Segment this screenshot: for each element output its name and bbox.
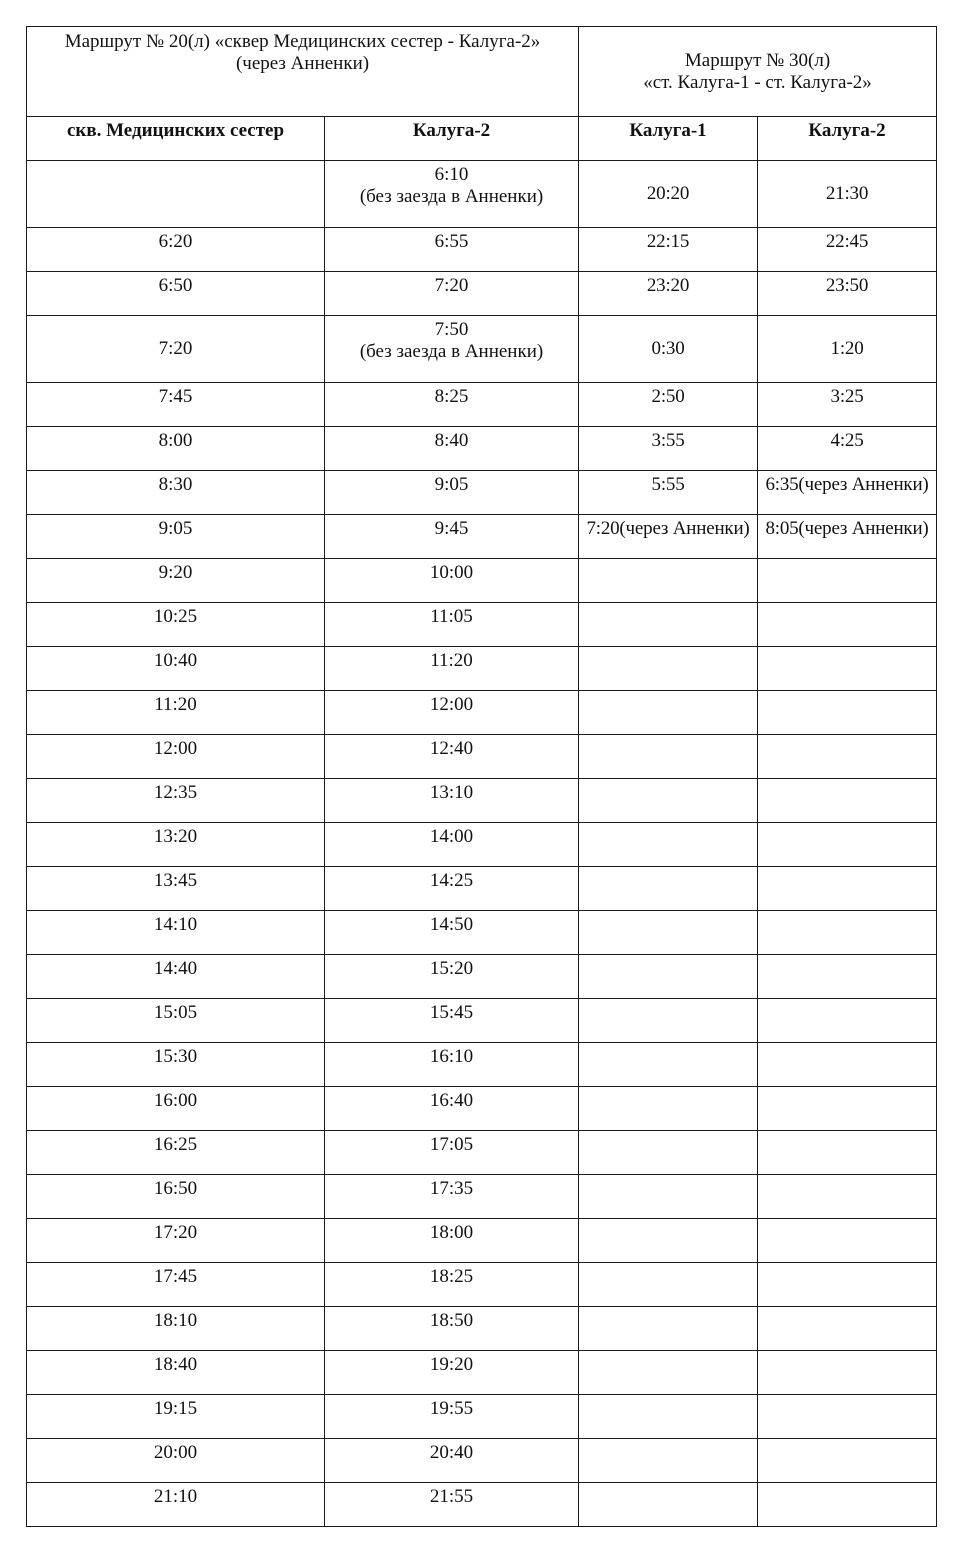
departure-kaluga2-r20 <box>325 1219 579 1263</box>
departure-kaluga2-r20 <box>325 1307 579 1351</box>
route-30-title-line1: Маршрут № 30(л) <box>684 49 831 71</box>
time-value: 9:45 <box>434 518 469 539</box>
departure-kaluga1 <box>579 559 758 603</box>
departure-kaluga2-r30 <box>758 1263 937 1307</box>
departure-kaluga2-r20 <box>325 1439 579 1483</box>
departure-kaluga1 <box>579 999 758 1043</box>
departure-kaluga1 <box>579 1483 758 1527</box>
table-row <box>27 559 937 603</box>
departure-kaluga2-r30 <box>758 1219 937 1263</box>
route-20-title-line1: Маршрут № 20(л) «сквер Медицинских сестер - Калуга-2» <box>64 31 541 52</box>
departure-kaluga2-r30 <box>758 955 937 999</box>
time-value: 16:40 <box>429 1090 474 1111</box>
table-row <box>27 735 937 779</box>
departure-med-sisters: 6:20 <box>27 228 325 272</box>
route-30-title <box>579 27 937 117</box>
time-value: 10:00 <box>429 562 474 583</box>
departure-kaluga1 <box>579 955 758 999</box>
departure-kaluga2-r30 <box>758 1483 937 1527</box>
departure-med-sisters: 16:00 <box>27 1087 325 1131</box>
table-row <box>27 1483 937 1527</box>
table-row <box>27 647 937 691</box>
time-value: 17:35 <box>429 1178 474 1199</box>
table-row <box>27 603 937 647</box>
departure-kaluga2-r20 <box>325 1043 579 1087</box>
departure-kaluga2-r20 <box>325 515 579 559</box>
departure-med-sisters: 9:05 <box>27 515 325 559</box>
departure-med-sisters <box>27 161 325 228</box>
time-value: 18:00 <box>429 1222 474 1243</box>
departure-med-sisters: 11:20 <box>27 691 325 735</box>
time-value: 16:10 <box>429 1046 474 1067</box>
departure-kaluga1 <box>579 691 758 735</box>
time-value: 18:50 <box>429 1310 474 1331</box>
route-30-title-line2: «ст. Калуга-1 - ст. Калуга-2» <box>643 71 872 93</box>
departure-med-sisters: 10:25 <box>27 603 325 647</box>
table-row <box>27 228 937 272</box>
departure-med-sisters: 14:40 <box>27 955 325 999</box>
departure-kaluga1 <box>579 1175 758 1219</box>
departure-kaluga2-r20 <box>325 1351 579 1395</box>
departure-kaluga2-r20 <box>325 1263 579 1307</box>
departure-kaluga2-r20 <box>325 1087 579 1131</box>
departure-kaluga2-r20 <box>325 603 579 647</box>
table-row <box>27 867 937 911</box>
departure-med-sisters: 8:30 <box>27 471 325 515</box>
departure-kaluga1 <box>579 1087 758 1131</box>
departure-kaluga1 <box>579 911 758 955</box>
time-value: 17:05 <box>429 1134 474 1155</box>
time-value: 15:45 <box>429 1002 474 1023</box>
departure-kaluga1: 0:30 <box>579 316 758 383</box>
departure-kaluga2-r20 <box>325 779 579 823</box>
route-header-row <box>27 27 937 117</box>
departure-kaluga2-r30: 8:05(через Анненки) <box>758 515 937 559</box>
table-row <box>27 272 937 316</box>
table-row <box>27 999 937 1043</box>
departure-kaluga1 <box>579 603 758 647</box>
table-row <box>27 383 937 427</box>
departure-kaluga1: 7:20(через Анненки) <box>579 515 758 559</box>
departure-kaluga2-r30: 1:20 <box>758 316 937 383</box>
departure-kaluga2-r20 <box>325 1395 579 1439</box>
departure-kaluga2-r20 <box>325 427 579 471</box>
departure-med-sisters: 16:50 <box>27 1175 325 1219</box>
time-value: 8:25 <box>434 386 469 407</box>
time-value: 6:55 <box>434 231 469 252</box>
departure-kaluga2-r30 <box>758 1043 937 1087</box>
departure-kaluga2-r20 <box>325 691 579 735</box>
departure-kaluga2-r20 <box>325 735 579 779</box>
column-header-kaluga1: Калуга-1 <box>579 117 758 161</box>
time-value: 15:20 <box>429 958 474 979</box>
departure-kaluga2-r20 <box>325 316 579 383</box>
departure-kaluga2-r20 <box>325 1175 579 1219</box>
departure-med-sisters: 12:00 <box>27 735 325 779</box>
table-row <box>27 691 937 735</box>
departure-kaluga1: 3:55 <box>579 427 758 471</box>
departure-med-sisters: 10:40 <box>27 647 325 691</box>
departure-kaluga2-r30 <box>758 867 937 911</box>
departure-med-sisters: 18:40 <box>27 1351 325 1395</box>
column-header-row <box>27 117 937 161</box>
time-value: 14:00 <box>429 826 474 847</box>
departure-kaluga1 <box>579 647 758 691</box>
departure-med-sisters: 17:45 <box>27 1263 325 1307</box>
departure-kaluga2-r30 <box>758 779 937 823</box>
departure-kaluga1 <box>579 1439 758 1483</box>
table-row <box>27 1131 937 1175</box>
table-row <box>27 1395 937 1439</box>
departure-kaluga2-r30 <box>758 1087 937 1131</box>
departure-kaluga2-r30: 23:50 <box>758 272 937 316</box>
column-header-kaluga2-r20: Калуга-2 <box>325 117 579 161</box>
departure-kaluga2-r20 <box>325 647 579 691</box>
departure-kaluga1 <box>579 1131 758 1175</box>
departure-med-sisters: 13:20 <box>27 823 325 867</box>
table-row <box>27 427 937 471</box>
departure-med-sisters: 21:10 <box>27 1483 325 1527</box>
departure-kaluga2-r20 <box>325 911 579 955</box>
departure-kaluga2-r20 <box>325 559 579 603</box>
departure-kaluga2-r30 <box>758 647 937 691</box>
departure-kaluga2-r20 <box>325 383 579 427</box>
time-note: (без заезда в Анненки) <box>359 186 544 207</box>
departure-kaluga2-r30 <box>758 691 937 735</box>
departure-med-sisters: 15:30 <box>27 1043 325 1087</box>
departure-kaluga1 <box>579 1351 758 1395</box>
time-value: 21:55 <box>429 1486 474 1507</box>
departure-kaluga2-r30: 4:25 <box>758 427 937 471</box>
time-value: 7:50 <box>434 319 469 340</box>
departure-med-sisters: 14:10 <box>27 911 325 955</box>
time-value: 14:50 <box>429 914 474 935</box>
route-20-title-line2: (через Анненки) <box>235 53 370 74</box>
departure-med-sisters: 19:15 <box>27 1395 325 1439</box>
departure-med-sisters: 16:25 <box>27 1131 325 1175</box>
departure-kaluga2-r30 <box>758 999 937 1043</box>
departure-med-sisters: 20:00 <box>27 1439 325 1483</box>
departure-kaluga2-r30 <box>758 1439 937 1483</box>
departure-kaluga1: 5:55 <box>579 471 758 515</box>
departure-med-sisters: 7:45 <box>27 383 325 427</box>
time-value: 19:20 <box>429 1354 474 1375</box>
departure-kaluga1 <box>579 823 758 867</box>
departure-kaluga2-r30: 3:25 <box>758 383 937 427</box>
departure-kaluga1: 2:50 <box>579 383 758 427</box>
departure-kaluga2-r20 <box>325 228 579 272</box>
table-row <box>27 1087 937 1131</box>
departure-kaluga2-r30: 21:30 <box>758 161 937 228</box>
table-row <box>27 1175 937 1219</box>
departure-kaluga2-r30 <box>758 735 937 779</box>
departure-kaluga1 <box>579 1307 758 1351</box>
departure-kaluga2-r20 <box>325 1483 579 1527</box>
departure-kaluga2-r30 <box>758 1351 937 1395</box>
departure-kaluga2-r30 <box>758 1175 937 1219</box>
departure-kaluga2-r30 <box>758 559 937 603</box>
departure-kaluga2-r30 <box>758 823 937 867</box>
table-row <box>27 1263 937 1307</box>
departure-kaluga1: 20:20 <box>579 161 758 228</box>
table-row <box>27 1043 937 1087</box>
departure-kaluga2-r20 <box>325 1131 579 1175</box>
departure-kaluga2-r20 <box>325 867 579 911</box>
time-note: (без заезда в Анненки) <box>359 341 544 362</box>
departure-kaluga2-r30 <box>758 603 937 647</box>
column-header-kaluga2-r30: Калуга-2 <box>758 117 937 161</box>
time-value: 20:40 <box>429 1442 474 1463</box>
time-value: 12:40 <box>429 738 474 759</box>
departure-kaluga1 <box>579 1263 758 1307</box>
time-value: 8:40 <box>434 430 469 451</box>
departure-kaluga1 <box>579 1395 758 1439</box>
time-value: 11:20 <box>430 650 473 671</box>
departure-kaluga2-r20 <box>325 161 579 228</box>
departure-med-sisters: 13:45 <box>27 867 325 911</box>
departure-kaluga2-r30 <box>758 1307 937 1351</box>
departure-kaluga1 <box>579 1043 758 1087</box>
time-value: 9:05 <box>434 474 469 495</box>
departure-kaluga2-r30: 6:35(через Анненки) <box>758 471 937 515</box>
departure-kaluga2-r20 <box>325 999 579 1043</box>
time-value: 18:25 <box>429 1266 474 1287</box>
departure-med-sisters: 9:20 <box>27 559 325 603</box>
departure-med-sisters: 15:05 <box>27 999 325 1043</box>
departure-med-sisters: 8:00 <box>27 427 325 471</box>
table-row <box>27 911 937 955</box>
departure-kaluga1: 23:20 <box>579 272 758 316</box>
time-value: 13:10 <box>429 782 474 803</box>
schedule-body <box>27 161 937 1527</box>
departure-med-sisters: 18:10 <box>27 1307 325 1351</box>
departure-med-sisters: 6:50 <box>27 272 325 316</box>
table-row <box>27 471 937 515</box>
departure-kaluga2-r30: 22:45 <box>758 228 937 272</box>
time-value: 11:05 <box>430 606 473 627</box>
time-value: 14:25 <box>429 870 474 891</box>
departure-med-sisters: 17:20 <box>27 1219 325 1263</box>
schedule-table <box>26 26 937 1527</box>
table-row <box>27 1439 937 1483</box>
column-header-med-sisters: скв. Медицинских сестер <box>27 117 325 161</box>
departure-kaluga2-r30 <box>758 1131 937 1175</box>
table-row <box>27 1351 937 1395</box>
table-row <box>27 823 937 867</box>
table-row <box>27 779 937 823</box>
route-20-title <box>27 27 579 117</box>
time-value: 12:00 <box>429 694 474 715</box>
departure-kaluga1 <box>579 867 758 911</box>
departure-kaluga2-r20 <box>325 471 579 515</box>
table-row <box>27 515 937 559</box>
departure-kaluga2-r20 <box>325 823 579 867</box>
time-value: 7:20 <box>434 275 469 296</box>
departure-kaluga1 <box>579 779 758 823</box>
table-row <box>27 955 937 999</box>
departure-med-sisters: 12:35 <box>27 779 325 823</box>
table-row <box>27 316 937 383</box>
departure-kaluga2-r30 <box>758 1395 937 1439</box>
table-row <box>27 161 937 228</box>
departure-kaluga2-r20 <box>325 955 579 999</box>
departure-kaluga2-r30 <box>758 911 937 955</box>
departure-kaluga2-r20 <box>325 272 579 316</box>
departure-kaluga1 <box>579 735 758 779</box>
departure-med-sisters: 7:20 <box>27 316 325 383</box>
time-value: 6:10 <box>434 164 469 185</box>
table-row <box>27 1219 937 1263</box>
table-row <box>27 1307 937 1351</box>
time-value: 19:55 <box>429 1398 474 1419</box>
departure-kaluga1: 22:15 <box>579 228 758 272</box>
departure-kaluga1 <box>579 1219 758 1263</box>
